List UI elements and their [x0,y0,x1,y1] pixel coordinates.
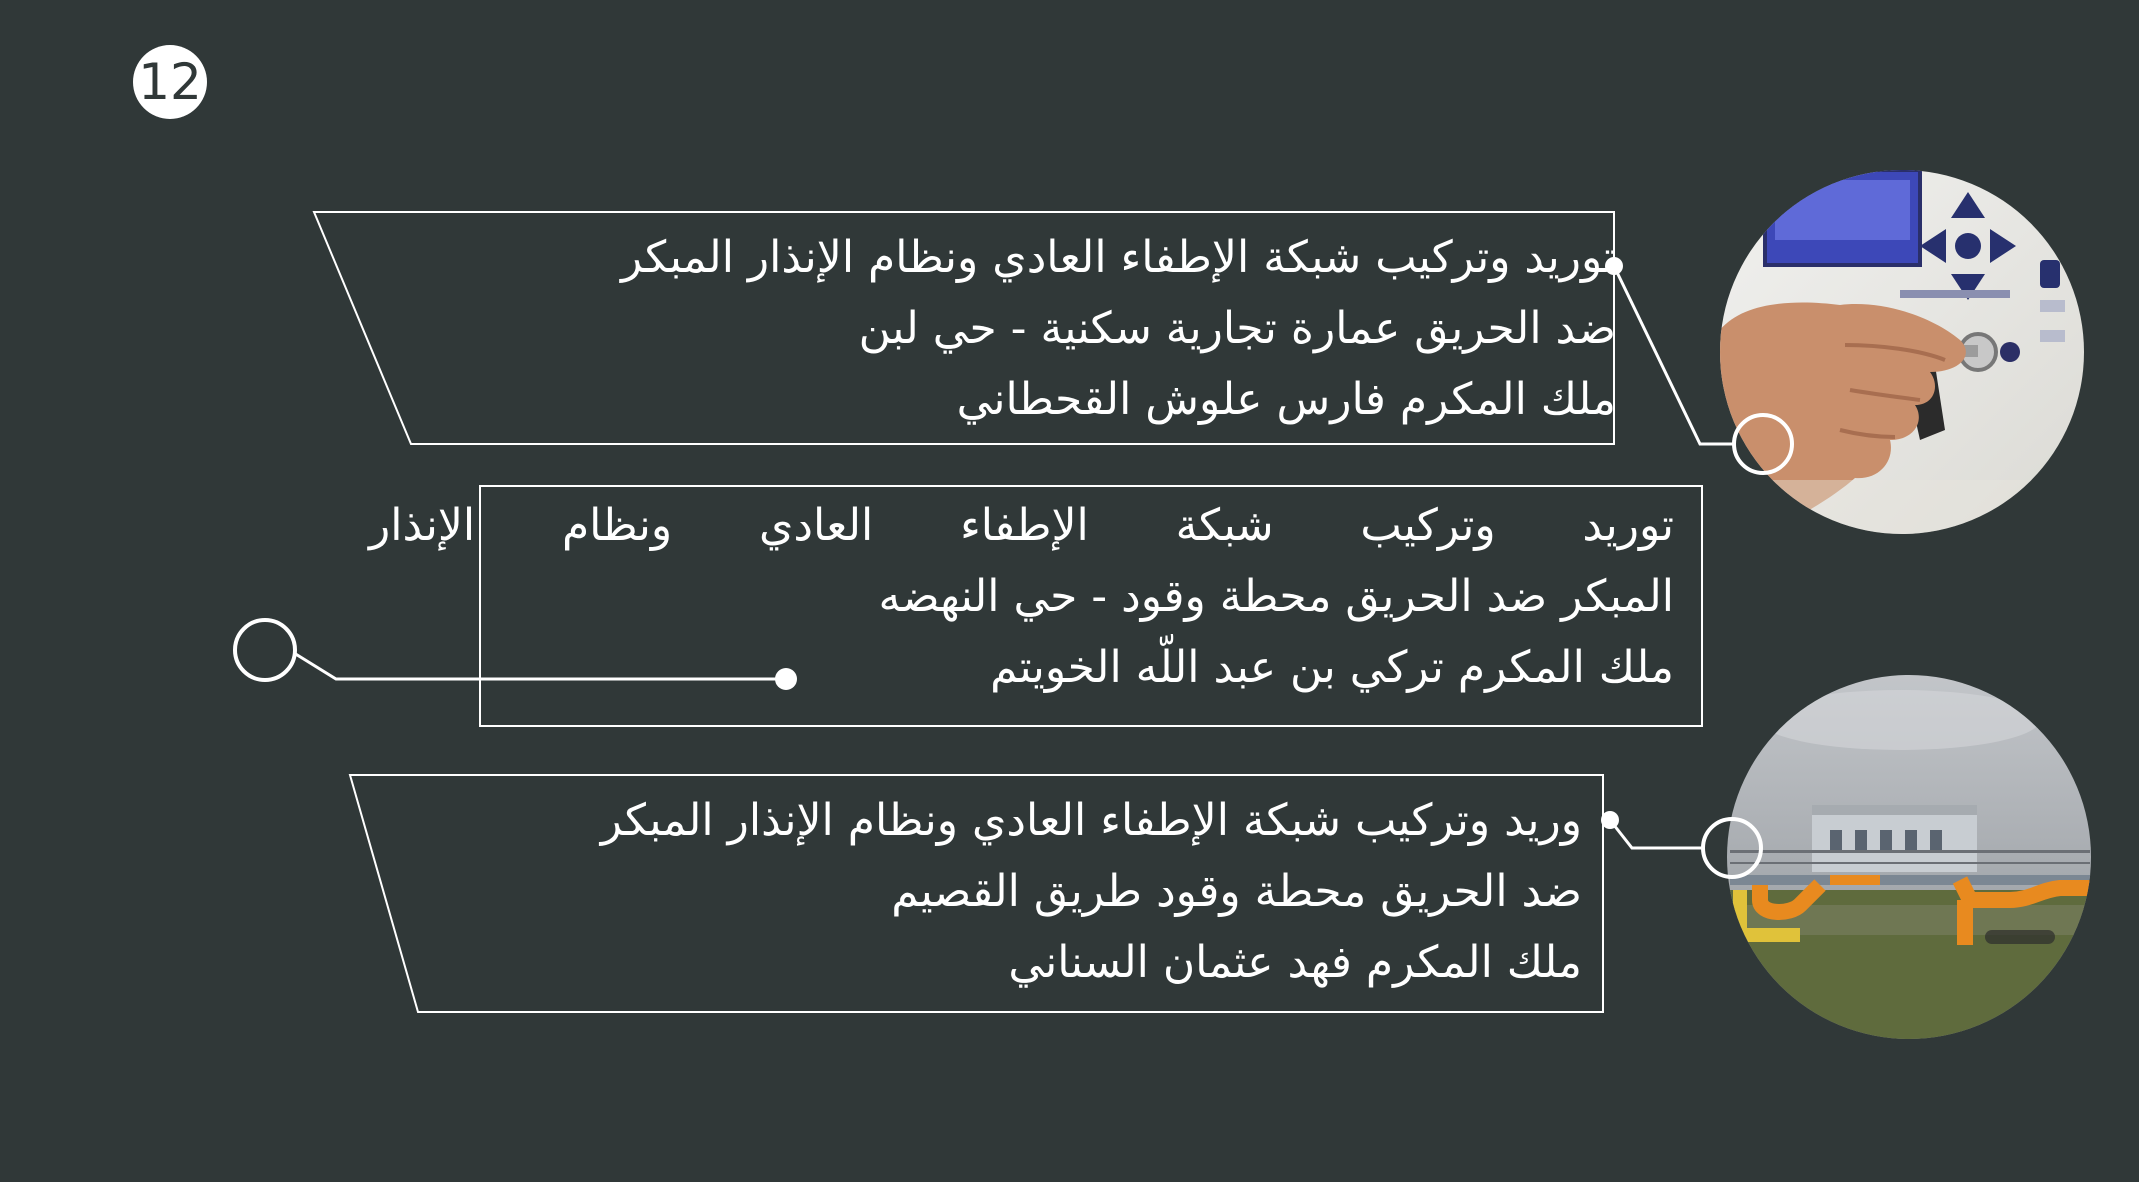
page-number-badge: 12 [133,45,207,119]
fire-alarm-panel-photo [1700,150,2120,580]
project-3-line-3: ملك المكرم فهد عثمان السناني [1008,937,1582,988]
gas-station-photo [1720,670,2100,1060]
project-2-connector-ring [235,620,295,680]
project-1-line-1: توريد وتركيب شبكة الإطفاء العادي ونظام الإنذار المبكر [621,232,1616,283]
project-2-line-2: المبكر ضد الحريق محطة وقود - حي النهضه [878,571,1674,622]
project-1-line-3: ملك المكرم فارس علوش القحطاني [956,374,1616,425]
project-2-description [369,490,1674,703]
project-1-description [621,222,1616,435]
project-1-line-2: ضد الحريق عمارة تجارية سكنية - حي لبن [858,303,1616,354]
project-2-line-1: توريد وتركيب شبكة الإطفاء العادي ونظام الإنذار [369,500,1674,551]
project-3-line-1: وريد وتركيب شبكة الإطفاء العادي ونظام الإنذار المبكر [600,795,1582,846]
project-3-line-2: ضد الحريق محطة وقود طريق القصيم [891,866,1582,917]
project-2-line-3: ملك المكرم تركي بن عبد اللّه الخويتم [990,642,1674,693]
project-3-description [601,785,1582,998]
